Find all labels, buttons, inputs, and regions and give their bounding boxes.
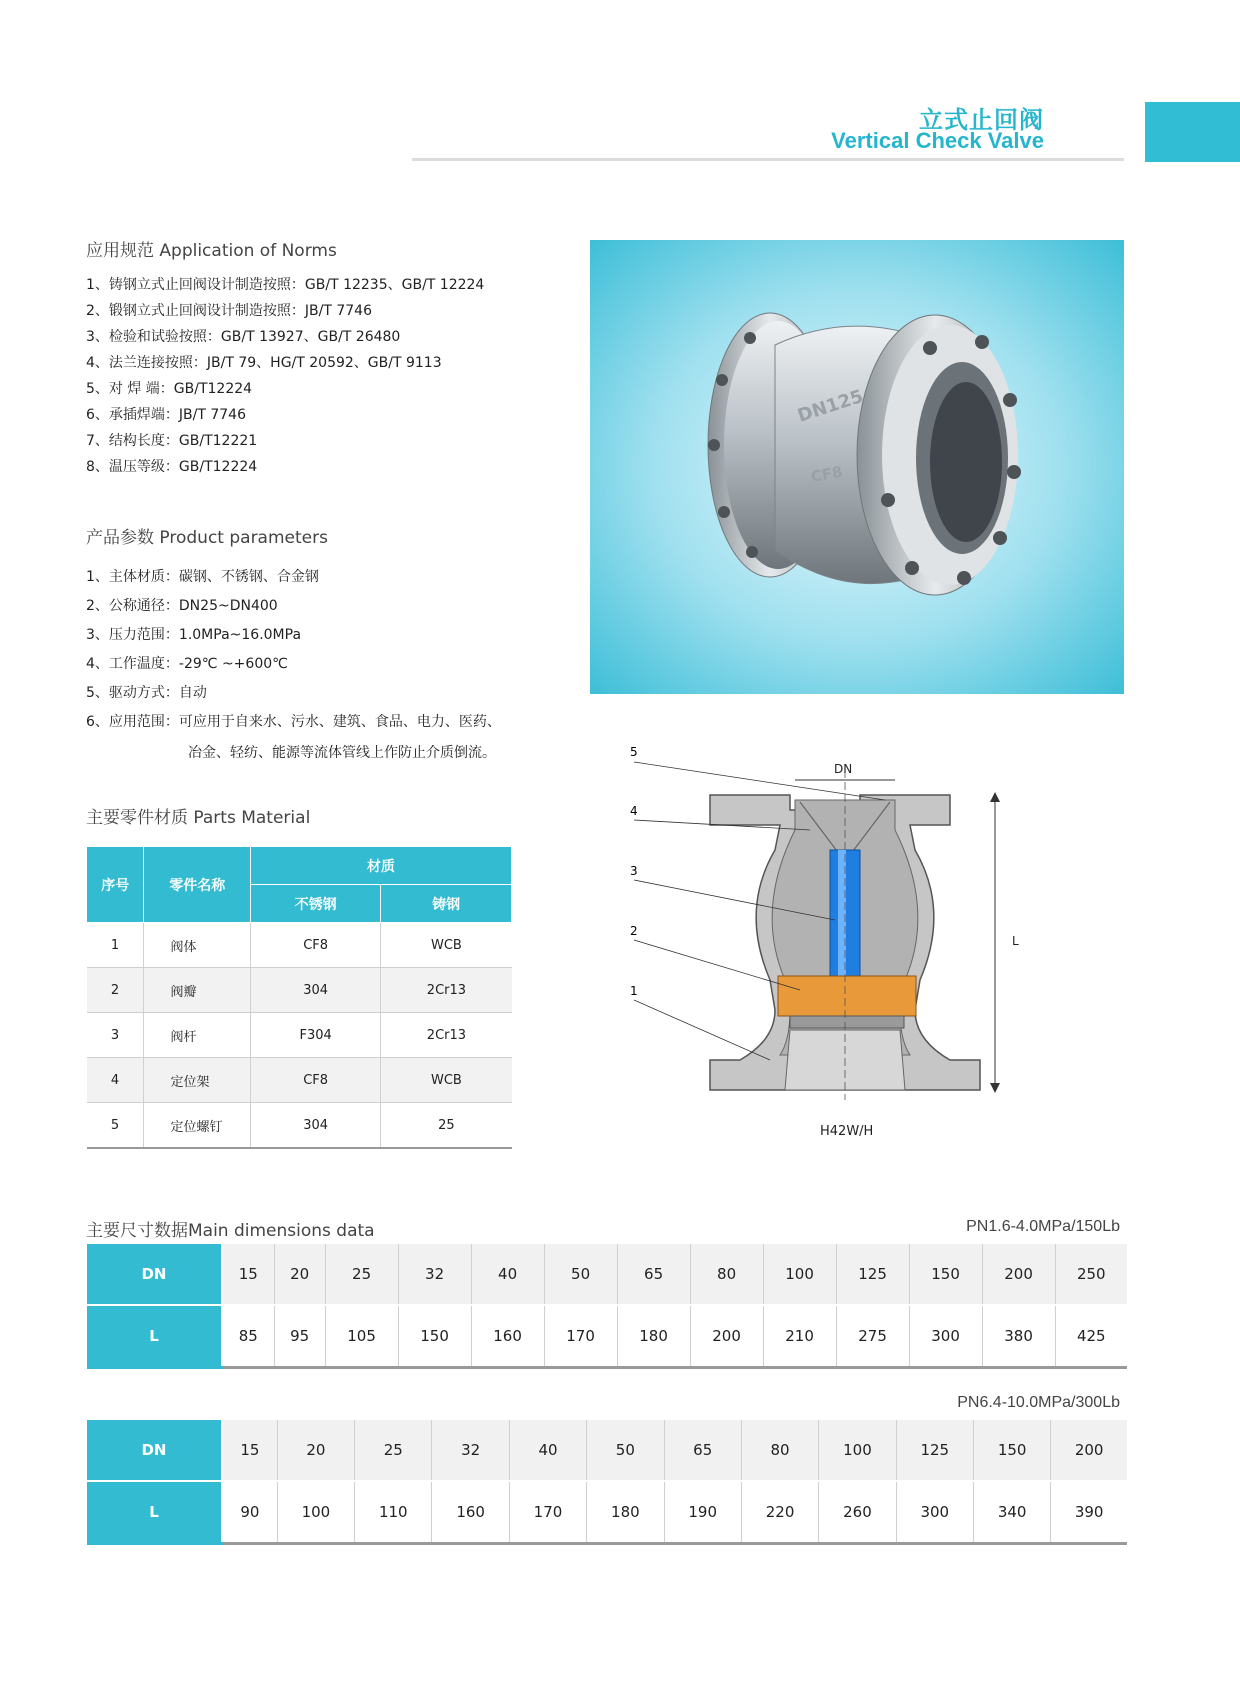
dn-cell: 65: [664, 1420, 741, 1481]
dn-cell: 50: [544, 1244, 617, 1305]
product-photo: [590, 240, 1124, 694]
valve-seat: [790, 1016, 904, 1028]
list-item: 4、工作温度：-29℃ ~+600℃: [86, 656, 288, 672]
l-cell: 260: [819, 1481, 896, 1544]
dimensions-table: [87, 1420, 1127, 1545]
cell-name: 定位架: [144, 1058, 251, 1103]
valve-photo-illustration: [590, 240, 1124, 694]
cast-marking-dn: DN125: [795, 385, 866, 427]
cell-no: 4: [87, 1058, 144, 1103]
l-cell: 180: [587, 1481, 664, 1544]
cell-cast: WCB: [381, 1058, 512, 1103]
dn-cell: 100: [819, 1420, 896, 1481]
l-cell: 160: [432, 1481, 509, 1544]
cell-name: 阀体: [144, 923, 251, 968]
dn-cell: 50: [587, 1420, 664, 1481]
callout-4: 4: [630, 804, 638, 818]
l-cell: 220: [741, 1481, 818, 1544]
row-header-dn: DN: [87, 1244, 222, 1305]
list-item: 7、结构长度：GB/T12221: [86, 433, 258, 449]
corner-accent-block: [1145, 102, 1240, 162]
dn-cell: 125: [896, 1420, 973, 1481]
col-header-material: 材质: [250, 847, 511, 885]
dimensions-table: [87, 1244, 1127, 1369]
norms-heading: 应用规范 Application of Norms: [86, 241, 337, 261]
cell-stainless: 304: [250, 968, 380, 1013]
table-row: [87, 1103, 512, 1149]
cell-cast: 25: [381, 1103, 512, 1149]
title-divider: [412, 158, 1124, 161]
dimensions-heading: 主要尺寸数据Main dimensions data: [86, 1221, 375, 1241]
cell-no: 3: [87, 1013, 144, 1058]
l-cell: 170: [509, 1481, 586, 1544]
list-item: 1、主体材质：碳钢、不锈钢、合金钢: [86, 569, 319, 585]
cell-no: 1: [87, 923, 144, 968]
cell-stainless: F304: [250, 1013, 380, 1058]
table-row-l: [87, 1305, 1127, 1368]
dn-cell: 40: [509, 1420, 586, 1481]
l-cell: 85: [222, 1305, 274, 1368]
dn-cell: 20: [277, 1420, 354, 1481]
callout-5: 5: [630, 745, 638, 759]
l-cell: 210: [763, 1305, 836, 1368]
table-row: [87, 1013, 512, 1058]
col-header-stainless: 不锈钢: [250, 885, 380, 923]
l-cell: 110: [355, 1481, 432, 1544]
l-cell: 100: [277, 1481, 354, 1544]
l-cell: 90: [222, 1481, 277, 1544]
list-item: 6、承插焊端：JB/T 7746: [86, 407, 246, 423]
l-arrow-top: [990, 792, 1000, 802]
cell-cast: 2Cr13: [381, 1013, 512, 1058]
table-row-dn: [87, 1244, 1127, 1305]
list-item: 8、温压等级：GB/T12224: [86, 459, 258, 475]
l-cell: 190: [664, 1481, 741, 1544]
cell-stainless: CF8: [250, 1058, 380, 1103]
l-cell: 160: [471, 1305, 544, 1368]
list-item: 5、对 焊 端：GB/T12224: [86, 381, 253, 397]
row-header-l: L: [87, 1481, 222, 1544]
dn-cell: 80: [690, 1244, 763, 1305]
l-cell: 200: [690, 1305, 763, 1368]
cast-marking-material: CF8: [809, 462, 844, 486]
pressure-class-label: PN1.6-4.0MPa/150Lb: [966, 1218, 1120, 1235]
col-header-cast: 铸钢: [381, 885, 512, 923]
dn-cell: 40: [471, 1244, 544, 1305]
l-cell: 150: [398, 1305, 471, 1368]
callout-line-1: [634, 1000, 770, 1060]
l-cell: 105: [325, 1305, 398, 1368]
table-row: [87, 968, 512, 1013]
dn-cell: 150: [909, 1244, 982, 1305]
cell-name: 定位螺钉: [144, 1103, 251, 1149]
params-list: [86, 566, 501, 740]
table-row-l: [87, 1481, 1127, 1544]
params-continuation: 冶金、轻纺、能源等流体管线上作防止介质倒流。: [188, 745, 496, 761]
dn-cell: 150: [973, 1420, 1050, 1481]
callout-2: 2: [630, 924, 638, 938]
cell-cast: 2Cr13: [381, 968, 512, 1013]
norms-list: [86, 274, 484, 482]
dn-label: DN: [834, 762, 853, 776]
l-cell: 95: [274, 1305, 325, 1368]
valve-cross-section-diagram: [630, 740, 1070, 1150]
dn-cell: 25: [355, 1420, 432, 1481]
l-cell: 380: [982, 1305, 1055, 1368]
table-row: [87, 923, 512, 968]
dn-cell: 20: [274, 1244, 325, 1305]
dn-cell: 100: [763, 1244, 836, 1305]
dn-cell: 200: [982, 1244, 1055, 1305]
cell-name: 阀杆: [144, 1013, 251, 1058]
l-cell: 275: [836, 1305, 909, 1368]
parts-heading: 主要零件材质 Parts Material: [86, 808, 311, 828]
page-title-en: Vertical Check Valve: [831, 128, 1044, 153]
table-row: [87, 1058, 512, 1103]
dn-cell: 80: [741, 1420, 818, 1481]
l-cell: 300: [896, 1481, 973, 1544]
cell-stainless: CF8: [250, 923, 380, 968]
l-cell: 180: [617, 1305, 690, 1368]
table-row-dn: [87, 1420, 1127, 1481]
dn-cell: 65: [617, 1244, 690, 1305]
list-item: 1、铸钢立式止回阀设计制造按照：GB/T 12235、GB/T 12224: [86, 277, 485, 293]
list-item: 2、锻钢立式止回阀设计制造按照：JB/T 7746: [86, 303, 372, 319]
list-item: 2、公称通径：DN25~DN400: [86, 598, 278, 614]
cell-no: 5: [87, 1103, 144, 1149]
l-cell: 425: [1055, 1305, 1127, 1368]
callout-1: 1: [630, 984, 638, 998]
col-header-no: 序号: [87, 847, 144, 923]
dn-cell: 125: [836, 1244, 909, 1305]
list-item: 6、应用范围：可应用于自来水、污水、建筑、食品、电力、医药、: [86, 714, 501, 730]
params-heading: 产品参数 Product parameters: [86, 528, 328, 548]
l-cell: 170: [544, 1305, 617, 1368]
dn-cell: 15: [222, 1420, 277, 1481]
list-item: 3、压力范围：1.0MPa~16.0MPa: [86, 627, 302, 643]
list-item: 5、驱动方式：自动: [86, 685, 207, 701]
parts-material-table: [86, 846, 512, 1149]
col-header-name: 零件名称: [144, 847, 251, 923]
dn-cell: 250: [1055, 1244, 1127, 1305]
row-header-l: L: [87, 1305, 222, 1368]
pressure-class-label: PN6.4-10.0MPa/300Lb: [957, 1394, 1120, 1411]
valve-disc: [778, 976, 916, 1016]
callout-3: 3: [630, 864, 638, 878]
dn-cell: 25: [325, 1244, 398, 1305]
l-label: L: [1012, 934, 1019, 948]
l-cell: 300: [909, 1305, 982, 1368]
l-cell: 390: [1051, 1481, 1127, 1544]
dn-cell: 15: [222, 1244, 274, 1305]
cell-no: 2: [87, 968, 144, 1013]
l-cell: 340: [973, 1481, 1050, 1544]
cell-name: 阀瓣: [144, 968, 251, 1013]
dn-cell: 32: [398, 1244, 471, 1305]
list-item: 3、检验和试验按照：GB/T 13927、GB/T 26480: [86, 329, 401, 345]
model-label: H42W/H: [820, 1124, 874, 1139]
row-header-dn: DN: [87, 1420, 222, 1481]
list-item: 4、法兰连接按照：JB/T 79、HG/T 20592、GB/T 9113: [86, 355, 442, 371]
cell-stainless: 304: [250, 1103, 380, 1149]
dn-cell: 200: [1051, 1420, 1127, 1481]
cell-cast: WCB: [381, 923, 512, 968]
dn-cell: 32: [432, 1420, 509, 1481]
page-title-cn: 立式止回阀: [919, 106, 1044, 134]
l-arrow-bottom: [990, 1083, 1000, 1093]
